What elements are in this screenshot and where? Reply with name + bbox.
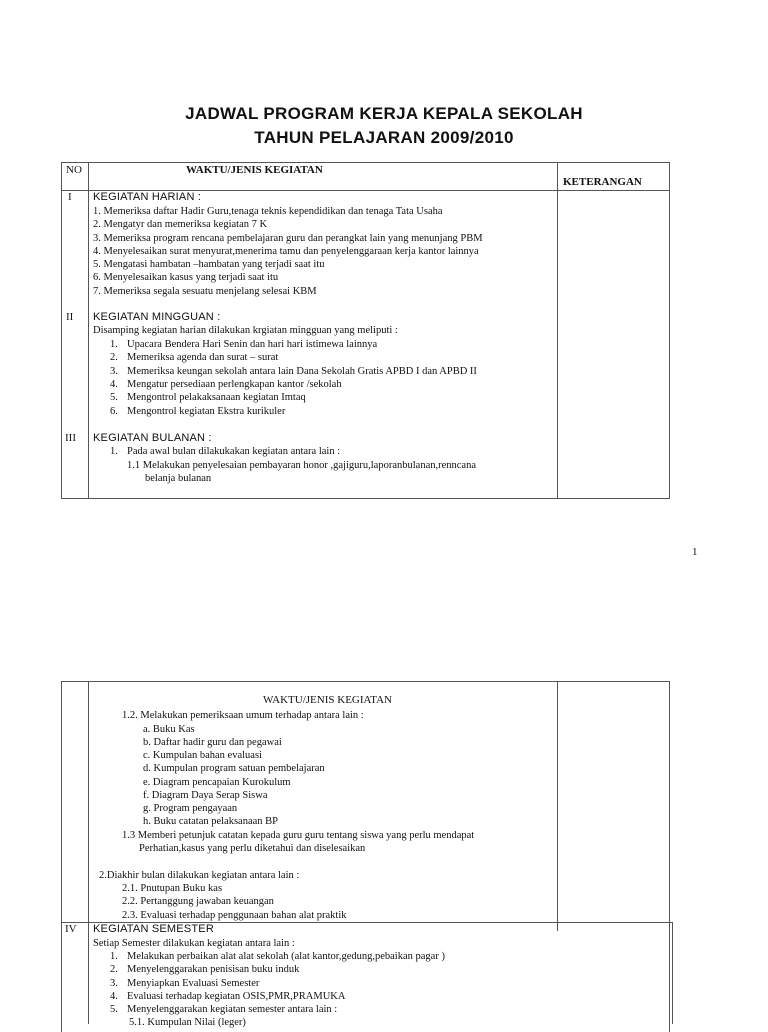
list-text: Menyelenggarakan penisisan buku induk [127,964,300,975]
list-item [110,405,285,418]
list-item [110,338,377,351]
section-intro-mingguan: Disamping kegiatan harian dilakukan krgiatan mingguan yang meliputi : [93,325,398,336]
section-heading-harian: KEGIATAN HARIAN : [93,191,202,203]
list-item [110,391,306,404]
list-number: 2. [110,964,118,975]
list-number: 6. [110,406,118,417]
list-item [110,977,259,990]
list-number: 3. [110,978,118,989]
list-text: Memeriksa keungan sekolah antara lain Dana Sekolah Gratis APBD I dan APBD II [127,366,477,377]
list-item: 6. Menyelesaikan kasus yang terjadi saat itu [93,272,279,283]
list-item: 2. Mengatyr dan memeriksa kegiatan 7 K [93,219,268,230]
list-text: Upacara Bendera Hari Senin dan hari hari istimewa lainnya [127,339,378,350]
list-item [110,365,477,378]
list-number: 1. [110,339,118,350]
list-text: Pada awal bulan dilakukakan kegiatan antara lain : [127,446,341,457]
sub-item-1-3-cont: Perhatian,kasus yang perlu diketahui dan diselesaikan [139,843,366,854]
list-item: 2.3. Evaluasi terhadap penggunaan bahan alat praktik [122,910,347,921]
list-item: 5. Mengatasi hambatan –hambatan yang terjadi saat itu [93,259,325,270]
list-item: h. Buku catatan pelaksanaan BP [143,816,279,827]
column-header-kegiatan: WAKTU/JENIS KEGIATAN [186,164,323,176]
list-text: Mengontrol pelakaksanaan kegiatan Imtaq [127,392,306,403]
list-number: 3. [110,366,118,377]
list-item [110,351,278,364]
list-item: 3. Memeriksa program rencana pembelajaran guru dan perangkat lain yang menunjang PBM [93,233,483,244]
list-item [110,1003,337,1016]
list-number: 2. [110,352,118,363]
row-number-iii: III [65,432,76,444]
list-item [110,378,342,391]
table1-divider-keterangan [557,162,558,498]
list-item [110,950,445,963]
list-text: Mengontrol kegiatan Ekstra kurikuler [127,406,286,417]
table3-left-edge [61,922,62,1024]
list-item: d. Kumpulan program satuan pembelajaran [143,763,325,774]
list-number: 4. [110,379,118,390]
list-item: g. Program pengayaan [143,803,238,814]
section-heading-bulanan: KEGIATAN BULANAN : [93,432,212,444]
table1-divider-no [88,162,89,498]
table2-divider-no [88,681,89,931]
table3-right-edge [672,922,673,1024]
section-intro-semester: Setiap Semester dilakukan kegiatan antara lain : [93,938,295,949]
sub-item-5-1: 5.1. Kumpulan Nilai (leger) [129,1017,246,1028]
list-number: 4. [110,991,118,1002]
list-item: f. Diagram Daya Serap Siswa [143,790,268,801]
column-header-no: NO [66,164,82,176]
list-number: 1. [110,446,118,457]
list-item: 2.1. Pnutupan Buku kas [122,883,223,894]
row-number-i: I [68,191,72,203]
list-item [110,990,345,1003]
list-item: 1. Memeriksa daftar Hadir Guru,tenaga teknis kependidikan dan tenaga Tata Usaha [93,206,443,217]
list-item: a. Buku Kas [143,724,195,735]
row-number-iv: IV [65,923,77,935]
list-item: 2.2. Pertanggung jawaban keuangan [122,896,274,907]
list-text: Memeriksa agenda dan surat – surat [127,352,279,363]
column-header-kegiatan-2: WAKTU/JENIS KEGIATAN [263,694,392,706]
list-number: 5. [110,392,118,403]
list-item: 7. Memeriksa segala sesuatu menjelang selesai KBM [93,286,317,297]
item-2-akhir-bulan: 2.Diakhir bulan dilakukan kegiatan antara lain : [99,870,300,881]
list-text: Menyelenggarakan kegiatan semester antara lain : [127,1004,338,1015]
list-text: Evaluasi terhadap kegiatan OSIS,PMR,PRAMUKA [127,991,346,1002]
sub-item-1-1-cont: belanja bulanan [145,473,212,484]
document-title: JADWAL PROGRAM KERJA KEPALA SEKOLAH [185,104,583,123]
document-subtitle: TAHUN PELAJARAN 2009/2010 [254,128,514,147]
list-text: Mengatur persediaan perlengkapan kantor /sekolah [127,379,342,390]
list-item: e. Diagram pencapaian Kurokulum [143,777,291,788]
list-item: c. Kumpulan bahan evaluasi [143,750,262,761]
row-number-ii: II [66,311,74,323]
list-item: b. Daftar hadir guru dan pegawai [143,737,282,748]
sub-item-1-2: 1.2. Melakukan pemeriksaan umum terhadap antara lain : [122,710,364,721]
sub-item-1-1: 1.1 Melakukan penyelesaian pembayaran honor ,gajiguru,laporanbulanan,renncana [127,460,476,471]
section-heading-semester: KEGIATAN SEMESTER [93,923,214,935]
list-item [110,445,340,458]
list-number: 1. [110,951,118,962]
table3-divider-no [88,922,89,1024]
list-item [110,963,299,976]
list-text: Menyiapkan Evaluasi Semester [127,978,260,989]
sub-item-1-3: 1.3 Memberi petunjuk catatan kepada guru guru tentang siswa yang perlu mendapat [122,830,475,841]
column-header-keterangan: KETERANGAN [563,176,642,188]
list-item: 4. Menyelesaikan surat menyurat,menerima tamu dan penyelenggaraan kerja kantor lainnya [93,246,479,257]
section-heading-mingguan: KEGIATAN MINGGUAN : [93,311,221,323]
table2-divider-keterangan [557,681,558,931]
list-number: 5. [110,1004,118,1015]
list-text: Melakukan perbaikan alat alat sekolah (alat kantor,gedung,pebaikan pagar ) [127,951,445,962]
page-number: 1 [692,546,698,558]
